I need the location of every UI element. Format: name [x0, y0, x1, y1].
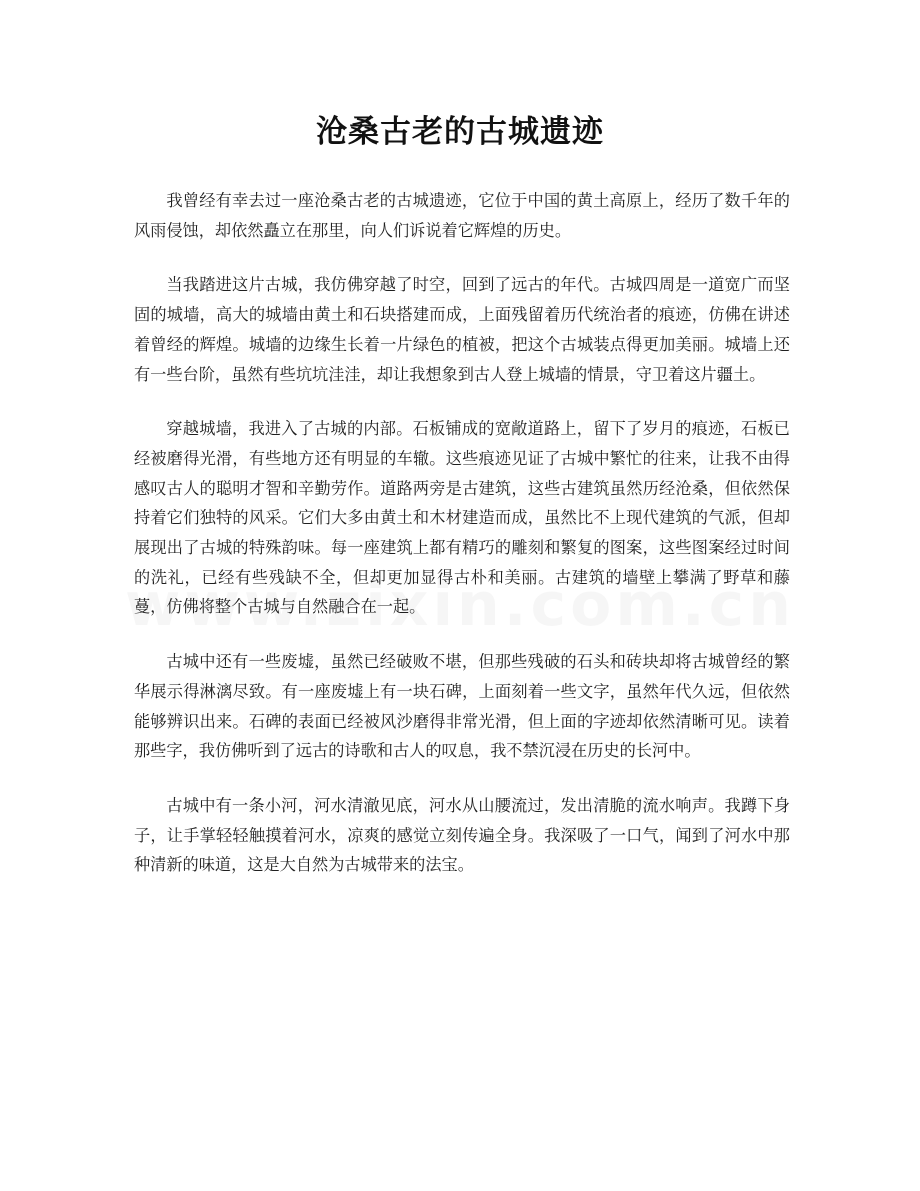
paragraph-2: 当我踏进这片古城，我仿佛穿越了时空，回到了远古的年代。古城四周是一道宽广而坚固的城墙，高大的城墙由黄土和石块搭建而成，上面残留着历代统治者的痕迹，仿佛在讲述着曾经的辉煌。城墙的边缘生长着一片绿色的植被，把这个古城装点得更加美丽。城墙上还有一些台阶，虽然有些坑坑洼洼，却让我想象到古人登上城墙的情景，守卫着这片疆土。: [134, 275, 790, 384]
paragraph-1: 我曾经有幸去过一座沧桑古老的古城遗迹，它位于中国的黄土高原上，经历了数千年的风雨侵蚀，却依然矗立在那里，向人们诉说着它辉煌的历史。: [134, 191, 790, 240]
document-body: [134, 186, 790, 905]
paragraph-4: 古城中还有一些废墟，虽然已经破败不堪，但那些残破的石头和砖块却将古城曾经的繁华展示得淋漓尽致。有一座废墟上有一块石碑，上面刻着一些文字，虽然年代久远，但依然能够辨识出来。石碑的表面已经被风沙磨得非常光滑，但上面的字迹却依然清晰可见。读着那些字，我仿佛听到了远古的诗歌和古人的叹息，我不禁沉浸在历史的长河中。: [134, 652, 790, 761]
paragraph-5: 古城中有一条小河，河水清澈见底，河水从山腰流过，发出清脆的流水响声。我蹲下身子，让手掌轻轻触摸着河水，凉爽的感觉立刻传遍全身。我深吸了一口气，闻到了河水中那种清新的味道，这是大自然为古城带来的法宝。: [134, 795, 790, 875]
paragraph-3: 穿越城墙，我进入了古城的内部。石板铺成的宽敞道路上，留下了岁月的痕迹，石板已经被磨得光滑，有些地方还有明显的车辙。这些痕迹见证了古城中繁忙的往来，让我不由得感叹古人的聪明才智和辛勤劳作。道路两旁是古建筑，这些古建筑虽然历经沧桑，但依然保持着它们独特的风采。它们大多由黄土和木材建造而成，虽然比不上现代建筑的气派，但却展现出了古城的特殊韵味。每一座建筑上都有精巧的雕刻和繁复的图案，这些图案经过时间的洗礼，已经有些残缺不全，但却更加显得古朴和美丽。古建筑的墙壁上攀满了野草和藤蔓，仿佛将整个古城与自然融合在一起。: [134, 419, 790, 617]
document-title: 沧桑古老的古城遗迹: [316, 114, 604, 150]
